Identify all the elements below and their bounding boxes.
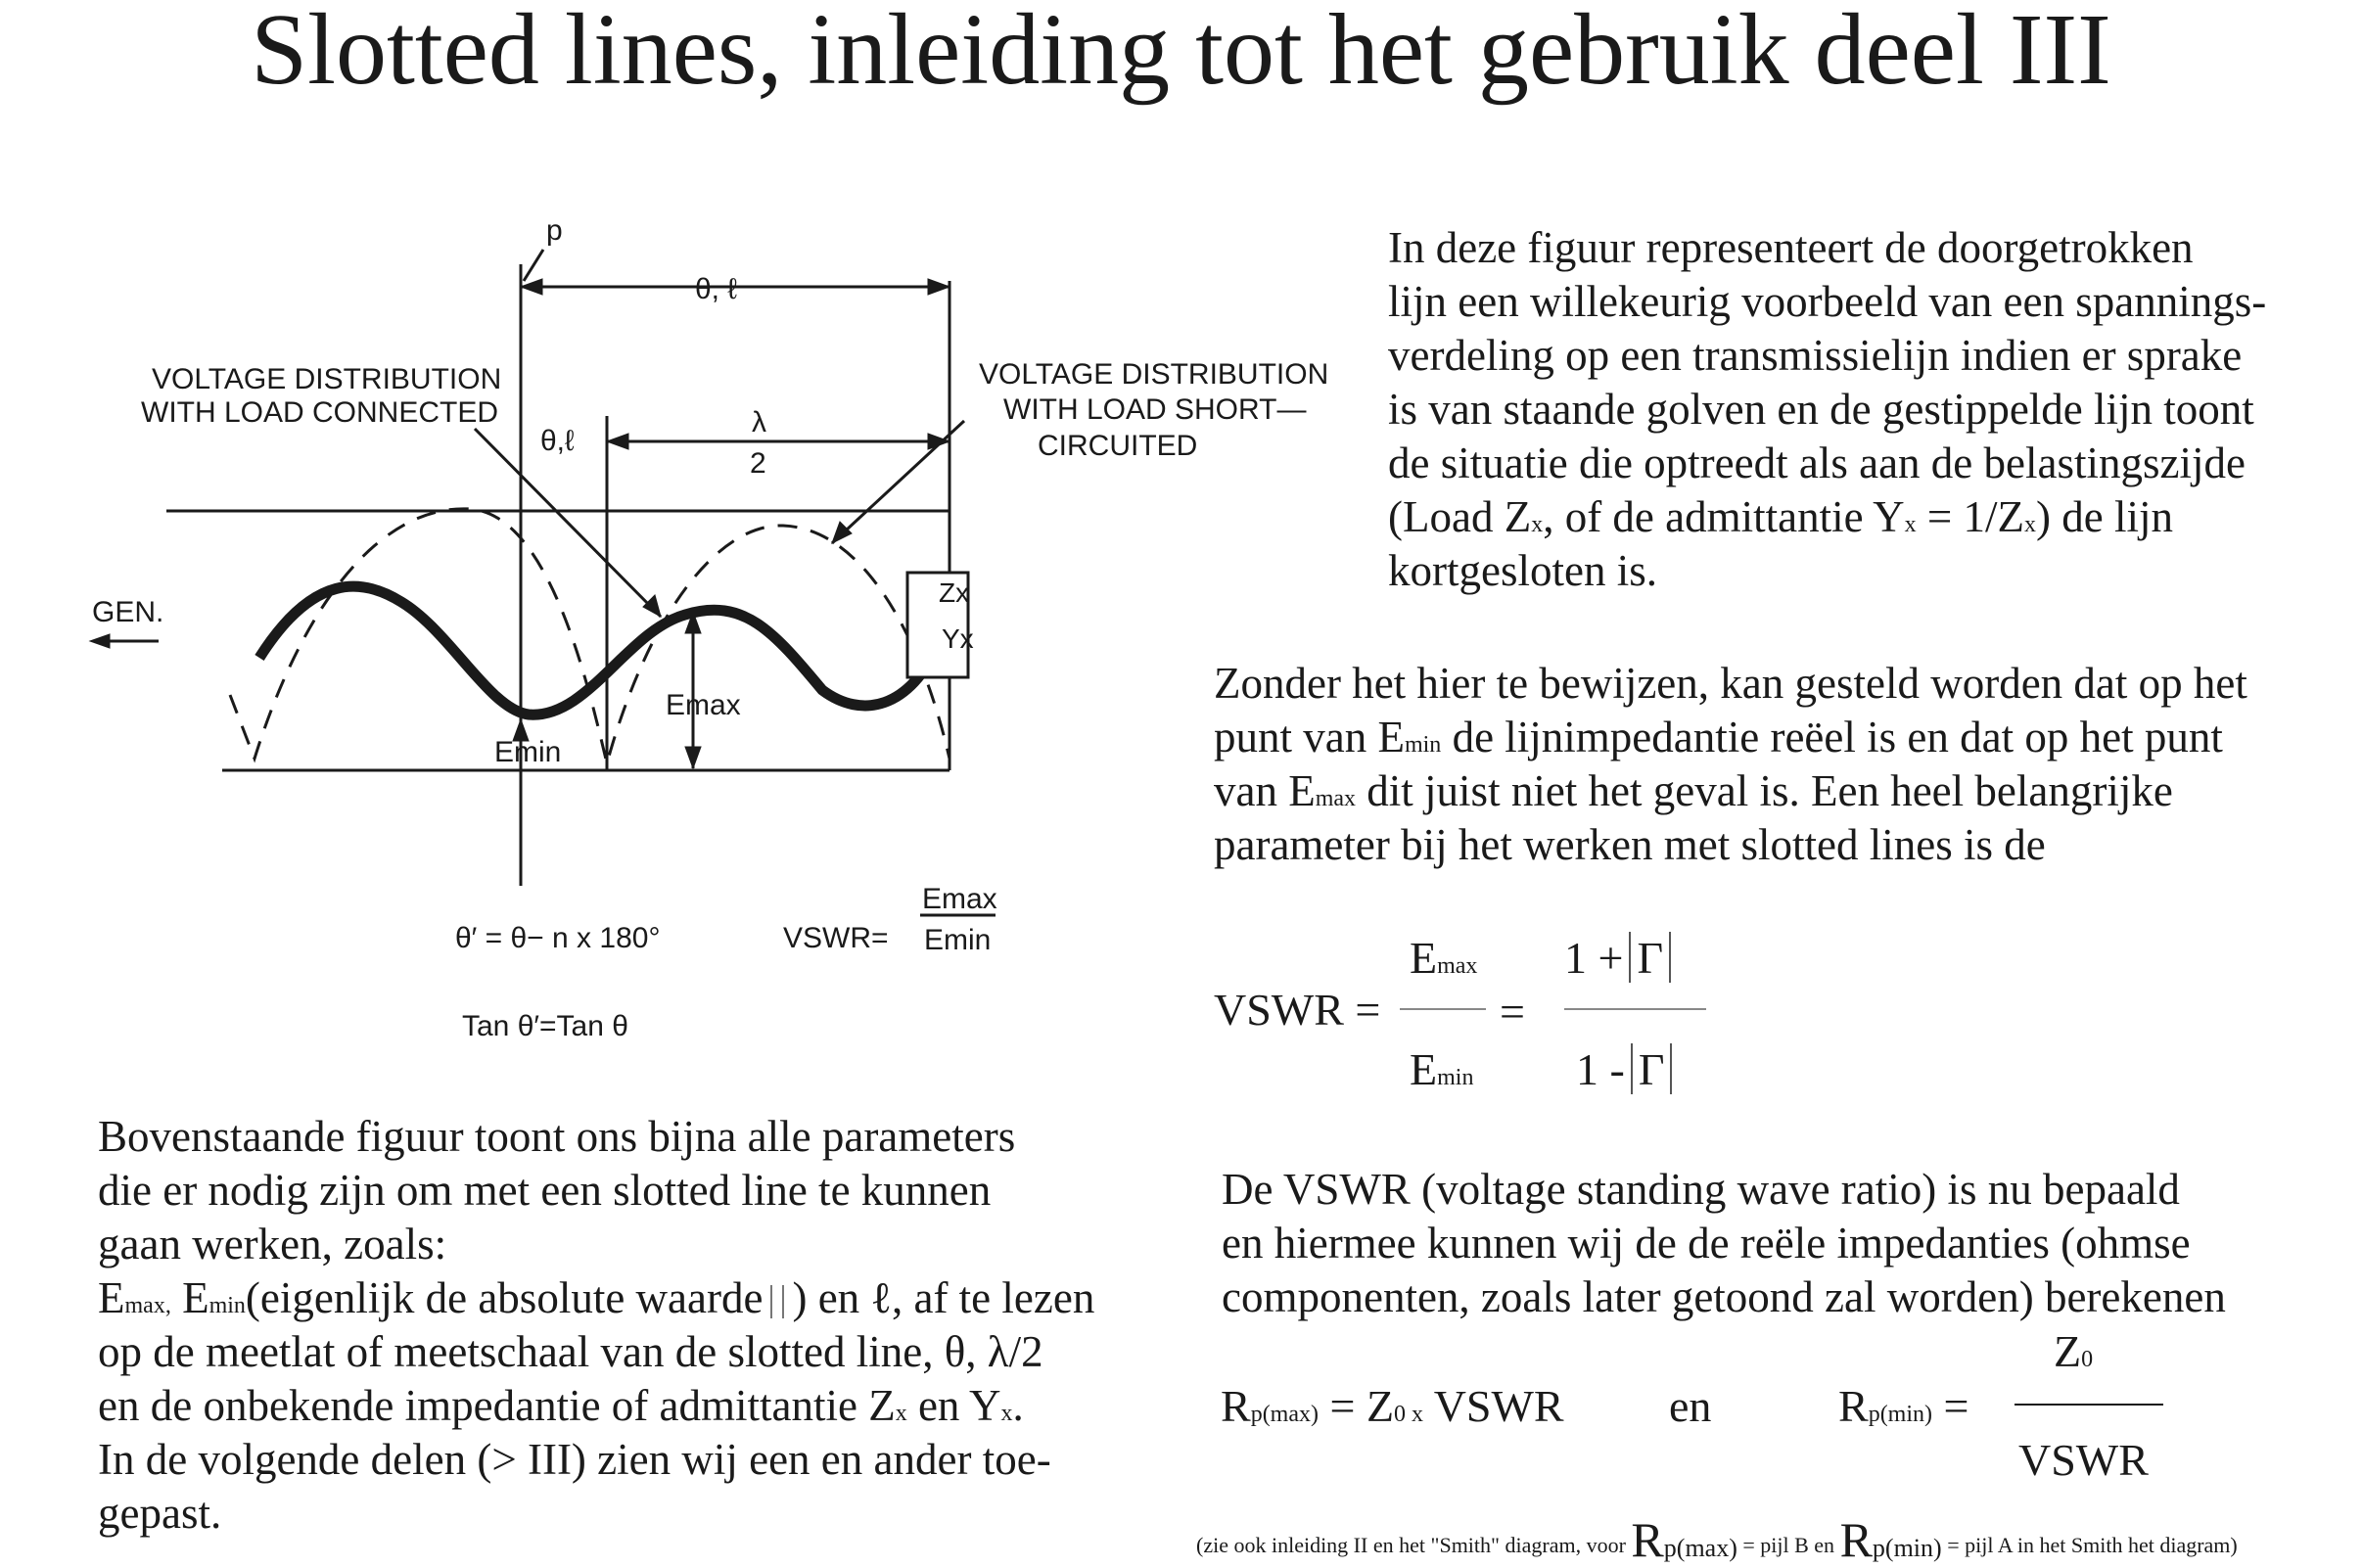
footnote: (zie ook inleiding II en het "Smith" diagram, voor Rp(max) = pijl B en Rp(min) = pijl A in het Smith het diagram) xyxy=(1196,1512,2238,1567)
text-line: kortgesloten is. xyxy=(1388,546,1657,595)
text-line: gepast. xyxy=(98,1489,222,1538)
text-line: De VSWR (voltage standing wave ratio) is nu bepaald xyxy=(1222,1165,2180,1214)
rp-min-fraction-bar xyxy=(2015,1404,2163,1406)
rp-min-numerator: Z0 xyxy=(2054,1326,2094,1376)
label-yx: Yx xyxy=(942,623,974,654)
label-voltage-short-1: VOLTAGE DISTRIBUTION xyxy=(979,358,1329,391)
formula-tan: Tan θ′=Tan θ xyxy=(462,1010,628,1042)
text-line: die er nodig zijn om met een slotted line te kunnen xyxy=(98,1166,992,1215)
text-line: parameter bij het werken met slotted lines is de xyxy=(1214,820,2046,869)
label-emax: Emax xyxy=(666,689,741,721)
fraction-bar-gamma xyxy=(1564,1008,1706,1010)
text-line: de situatie die optreedt als aan de belastingszijde xyxy=(1388,438,2246,487)
rp-max-equation: Rp(max) = Z0 x VSWR xyxy=(1221,1381,1564,1431)
formula-vswr-denominator: Emin xyxy=(924,924,992,956)
paragraph-vswr-definition xyxy=(1222,1163,2226,1324)
text-line: In de volgende delen (> III) zien wij een en ander toe- xyxy=(98,1435,1051,1484)
label-voltage-short-3: CIRCUITED xyxy=(1038,430,1198,462)
text-line: gaan werken, zoals: xyxy=(98,1220,447,1268)
label-theta-l-prime: θ,ℓ xyxy=(540,425,575,457)
e-min-denominator: Emin xyxy=(1410,1044,1474,1094)
text-line: componenten, zoals later getoond zal worden) berekenen xyxy=(1222,1272,2226,1321)
voltage-distribution-connected xyxy=(259,586,940,715)
text-line: van Emax dit juist niet het geval is. Een heel belangrijke xyxy=(1214,766,2173,815)
text-line: op de meetlat of meetschaal van de slotted line, θ, λ/2 xyxy=(98,1327,1043,1376)
paragraph-parameters xyxy=(98,1110,1094,1541)
vswr-label: VSWR = xyxy=(1214,985,1381,1035)
label-voltage-connected-2: WITH LOAD CONNECTED xyxy=(141,396,499,429)
text-line: verdeling op een transmissielijn indien er sprake xyxy=(1388,331,2243,380)
formula-theta: θ′ = θ− n x 180° xyxy=(455,922,661,954)
text-line: Emax, Emin(eigenlijk de absolute waarde ) en ℓ, af te lezen xyxy=(98,1273,1095,1322)
p-pointer xyxy=(524,250,543,281)
arrow-left xyxy=(521,279,542,295)
page-title: Slotted lines, inleiding tot het gebruik deel III xyxy=(251,0,2111,106)
text-line: en hiermee kunnen wij de de reële impedanties (ohmse xyxy=(1222,1219,2191,1268)
label-gen: GEN. xyxy=(92,596,164,628)
gamma-numerator: 1 + Γ xyxy=(1564,932,1677,984)
slotted-line-figure xyxy=(78,210,1351,1072)
e-max-numerator: Emax xyxy=(1410,933,1478,983)
paragraph-figure-explanation xyxy=(1388,221,2266,598)
rp-min-denominator: VSWR xyxy=(2018,1435,2149,1485)
label-lambda-denominator: 2 xyxy=(750,447,766,480)
equals-sign: = xyxy=(1500,987,1525,1037)
text-line: punt van Emin de lijnimpedantie reëel is en dat op het punt xyxy=(1214,713,2223,761)
label-voltage-short-2: WITH LOAD SHORT— xyxy=(1003,393,1307,426)
arrow-right xyxy=(928,279,949,295)
label-p: p xyxy=(546,214,563,247)
en-connector: en xyxy=(1669,1381,1712,1431)
label-zx: Zx xyxy=(939,577,970,608)
gamma-denominator: 1 - Γ xyxy=(1576,1043,1678,1095)
fraction-bar-e xyxy=(1400,1008,1486,1010)
label-voltage-connected-1: VOLTAGE DISTRIBUTION xyxy=(152,363,502,395)
text-line: In deze figuur representeert de doorgetrokken xyxy=(1388,223,2194,272)
formula-vswr-numerator: Emax xyxy=(922,883,997,915)
text-line: Zonder het hier te bewijzen, kan gesteld worden dat op het xyxy=(1214,659,2247,708)
text-line: Bovenstaande figuur toont ons bijna alle parameters xyxy=(98,1112,1016,1161)
paragraph-impedance-note xyxy=(1214,657,2247,872)
text-line: is van staande golven en de gestippelde lijn toont xyxy=(1388,385,2254,434)
formula-vswr-label: VSWR= xyxy=(783,922,889,954)
label-emin: Emin xyxy=(494,736,562,768)
label-theta-l: θ, ℓ xyxy=(695,273,738,305)
text-line: en de onbekende impedantie of admittantie Zx en Yx. xyxy=(98,1381,1024,1430)
rp-min-equation: Rp(min) = xyxy=(1838,1381,1969,1431)
text-line: lijn een willekeurig voorbeeld van een spannings- xyxy=(1388,277,2267,326)
text-line: (Load Zx, of de admittantie Yx = 1/Zx) de lijn xyxy=(1388,492,2174,541)
label-lambda: λ xyxy=(752,406,766,438)
